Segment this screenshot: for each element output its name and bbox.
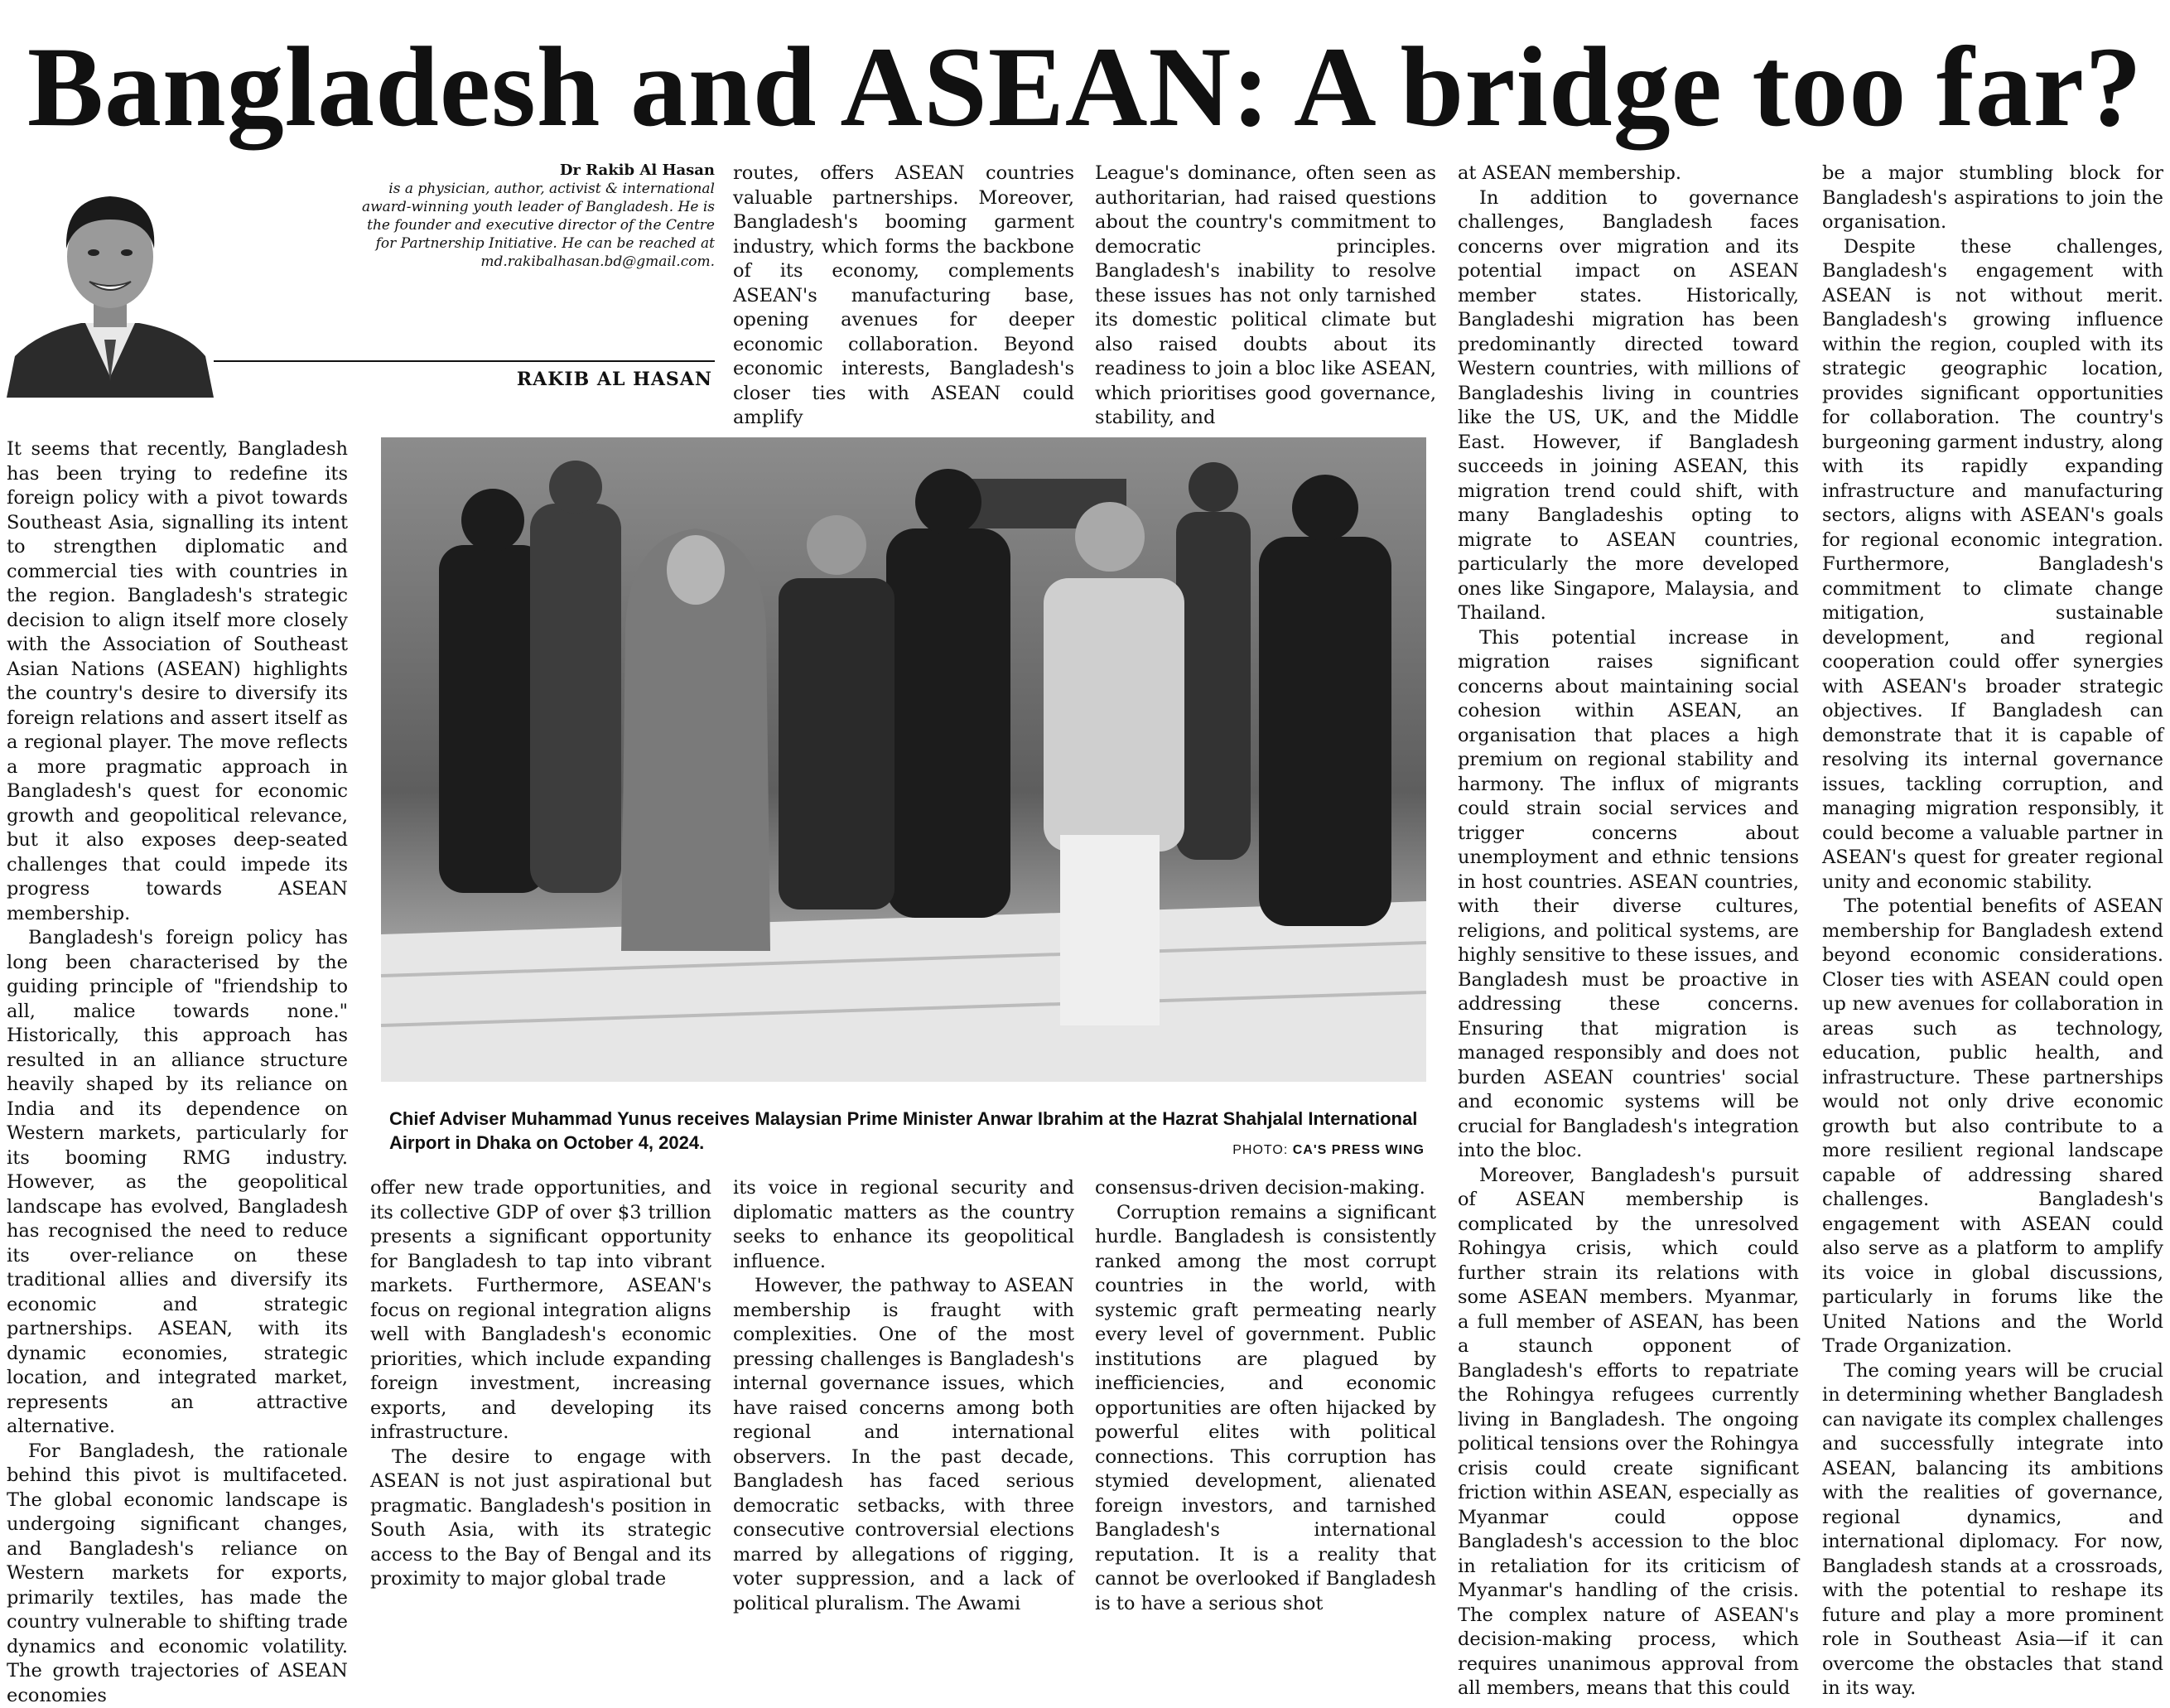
author-box bbox=[7, 162, 712, 398]
photo-caption: Chief Adviser Muhammad Yunus receives Malaysian Prime Minister Anwar Ibrahim at the Hazrat Shahjalal International Airport in Dhaka on October 4, 2024. bbox=[389, 1107, 1425, 1155]
author-divider bbox=[214, 360, 715, 362]
paragraph: The coming years will be crucial in determining whether Bangladesh can navigate its complex challenges and successfully integrate into ASEAN, balancing its ambitions with the realities of governance, regional dynamics, and international diplomacy. For now, Bangladesh stands at a crossroads, with the potential to reshape its future and play a more prominent role in Southeast Asia—if it can overcome the obstacles that stand in its way. bbox=[1822, 1359, 2163, 1701]
paragraph: at ASEAN membership. bbox=[1458, 162, 1799, 186]
paragraph: its voice in regional security and diplomatic matters as the country seeks to enhance its geopolitical influence. bbox=[733, 1176, 1074, 1274]
column-4-bottom bbox=[1095, 1176, 1436, 1618]
paragraph: For Bangladesh, the rationale behind this pivot is multifaceted. The global economic landscape is undergoing significant changes, and Bangladesh's reliance on Western markets for exports, primarily textiles, has made the country vulnerable to shifting trade dynamics and economic volatility. The growth trajectories of ASEAN economies bbox=[7, 1440, 348, 1708]
paragraph: However, the pathway to ASEAN membership is fraught with complexities. One of the most pressing challenges is Bangladesh's internal governance issues, which have raised concerns among both regional and international observers. In the past decade, Bangladesh has faced serious democratic setbacks, with three consecutive controversial elections marred by allegations of rigging, voter suppression, and a lack of political pluralism. The Awami bbox=[733, 1274, 1074, 1616]
paragraph: Despite these challenges, Bangladesh's engagement with ASEAN is not without merit. Bangladesh's growing influence within the region, coupled with its strategic geographic location, provides significant opportunities for collaboration. The country's burgeoning garment industry, along with its rapidly expanding infrastructure and manufacturing sectors, aligns with ASEAN's goals for regional economic integration. Furthermore, Bangladesh's commitment to climate change mitigation, sustainable development, and regional cooperation could offer synergies with ASEAN's broader strategic objectives. If Bangladesh can demonstrate that it is capable of resolving its internal governance issues, tackling corruption, and managing migration responsibly, it could become a valuable partner in ASEAN's quest for greater regional unity and economic stability. bbox=[1822, 235, 2163, 895]
paragraph: Bangladesh's foreign policy has long been characterised by the guiding principle of "friendship to all, malice towards none." Historically, this approach has resulted in an alliance structure heavily shaped by its reliance on India and its dependence on Western markets, particularly for its booming RMG industry. However, as the geopolitical landscape has evolved, Bangladesh has recognised the need to reduce its over-reliance on these traditional allies and diversify its economic and strategic partnerships. ASEAN, with its dynamic economies, strategic location, and integrated market, represents an attractive alternative. bbox=[7, 926, 348, 1440]
author-name: Dr Rakib Al Hasan bbox=[218, 162, 715, 180]
column-4-top bbox=[1095, 162, 1436, 410]
column-6 bbox=[1822, 162, 2163, 1618]
paragraph: In addition to governance challenges, Bangladesh faces concerns over migration and its potential impact on ASEAN member states. Historically, Bangladeshi migration has been predominantly directed toward Western countries, with millions of Bangladeshis living in countries like the US, UK, and the Middle East. However, if Bangladesh succeeds in joining ASEAN, this migration trend could shift, with many Bangladeshis opting to migrate to ASEAN countries, particularly the more developed ones like Singapore, Malaysia, and Thailand. bbox=[1458, 186, 1799, 626]
column-5 bbox=[1458, 162, 1799, 1618]
photo-credit-source: CA'S PRESS WING bbox=[1293, 1143, 1425, 1157]
author-bio bbox=[218, 162, 715, 271]
author-photo bbox=[7, 162, 214, 398]
paragraph: The desire to engage with ASEAN is not just aspirational but pragmatic. Bangladesh's position in South Asia, with its strategic access to the Bay of Bengal and its proximity to major global trade bbox=[370, 1445, 711, 1592]
news-photo bbox=[381, 437, 1426, 1082]
author-bio-line: the founder and executive director of the Centre bbox=[218, 216, 715, 234]
column-1 bbox=[7, 437, 348, 1618]
paragraph: routes, offers ASEAN countries valuable partnerships. Moreover, Bangladesh's booming garment industry, which forms the backbone of its economy, complements ASEAN's manufacturing base, opening avenues for deeper economic collaboration. Beyond economic interests, Bangladesh's closer ties with ASEAN could amplify bbox=[733, 162, 1074, 431]
column-3-top bbox=[733, 162, 1074, 410]
paragraph: be a major stumbling block for Bangladesh's aspirations to join the organisation. bbox=[1822, 162, 2163, 235]
column-3-bottom bbox=[733, 1176, 1074, 1618]
author-bio-line: award-winning youth leader of Bangladesh. He is bbox=[218, 198, 715, 216]
paragraph: It seems that recently, Bangladesh has been trying to redefine its foreign policy with a pivot towards Southeast Asia, signalling its intent to strengthen diplomatic and commercial ties with countries in the region. Bangladesh's strategic decision to align itself more closely with the Association of Southeast Asian Nations (ASEAN) highlights the country's desire to diversify its foreign relations and assert itself as a regional player. The move reflects a more pragmatic approach in Bangladesh's quest for economic growth and geopolitical relevance, but it also exposes deep-seated challenges that could impede its progress towards ASEAN membership. bbox=[7, 437, 348, 926]
author-bio-line: for Partnership Initiative. He can be reached at bbox=[218, 234, 715, 253]
paragraph: consensus-driven decision-making. bbox=[1095, 1176, 1436, 1201]
paragraph: This potential increase in migration raises significant concerns about maintaining social cohesion within ASEAN, an organisation that places a high premium on regional stability and harmony. The influx of migrants could strain social services and trigger concerns about unemployment and ethnic tensions in host countries. ASEAN countries, with their diverse cultures, religions, and political systems, are highly sensitive to these issues, and Bangladesh must be proactive in addressing these concerns. Ensuring that migration is managed responsibly and does not burden ASEAN countries' social and economic systems will be crucial for Bangladesh's integration into the bloc. bbox=[1458, 626, 1799, 1164]
author-bio-line: is a physician, author, activist & international bbox=[218, 180, 715, 198]
paragraph: League's dominance, often seen as authoritarian, had raised questions about the country's commitment to democratic principles. Bangladesh's inability to resolve these issues has not only tarnished its domestic political climate but also raised doubts about its readiness to join a bloc like ASEAN, which prioritises good governance, stability, and bbox=[1095, 162, 1436, 431]
paragraph: The potential benefits of ASEAN membership for Bangladesh extend beyond economic considerations. Closer ties with ASEAN could open up new avenues for collaboration in areas such as technology, education, public health, and infrastructure. These partnerships would not only drive economic growth but also contribute to a more resilient regional landscape capable of addressing shared challenges. Bangladesh's engagement with ASEAN could also serve as a platform to amplify its voice in global discussions, particularly in forums like the United Nations and the World Trade Organization. bbox=[1822, 895, 2163, 1359]
paragraph: Moreover, Bangladesh's pursuit of ASEAN membership is complicated by the unresolved Rohingya crisis, which could further strain its relations with some ASEAN members. Myanmar, a full member of ASEAN, has been a staunch opponent of Bangladesh's efforts to repatriate the Rohingya refugees currently living in Bangladesh. The ongoing political tensions over the Rohingya crisis could create significant friction within ASEAN, especially as Myanmar could oppose Bangladesh's accession to the bloc in retaliation for its criticism of Myanmar's handling of the crisis. The complex nature of ASEAN's decision-making process, which requires unanimous approval from all members, means that this could bbox=[1458, 1164, 1799, 1701]
paragraph: Corruption remains a significant hurdle. Bangladesh is consistently ranked among the most corrupt countries in the world, with systemic graft permeating nearly every level of government. Public institutions are plagued by inefficiencies, and economic opportunities are often hijacked by powerful elites with political connections. This corruption has stymied development, alienated foreign investors, and tarnished Bangladesh's international reputation. It is a reality that cannot be overlooked if Bangladesh is to have a serious shot bbox=[1095, 1201, 1436, 1617]
paragraph: offer new trade opportunities, and its collective GDP of over $3 trillion presents a significant opportunity for Bangladesh to tap into vibrant markets. Furthermore, ASEAN's focus on regional integration aligns well with Bangladesh's economic priorities, which include expanding foreign investment, increasing exports, and developing its infrastructure. bbox=[370, 1176, 711, 1445]
photo-credit-label: PHOTO: bbox=[1232, 1143, 1288, 1157]
author-email[interactable]: md.rakibalhasan.bd@gmail.com. bbox=[218, 253, 715, 271]
headline: Bangladesh and ASEAN: A bridge too far? bbox=[0, 17, 2170, 157]
photo-credit bbox=[1218, 1143, 1425, 1158]
column-2-bottom bbox=[370, 1176, 711, 1618]
byline: RAKIB AL HASAN bbox=[517, 369, 712, 390]
